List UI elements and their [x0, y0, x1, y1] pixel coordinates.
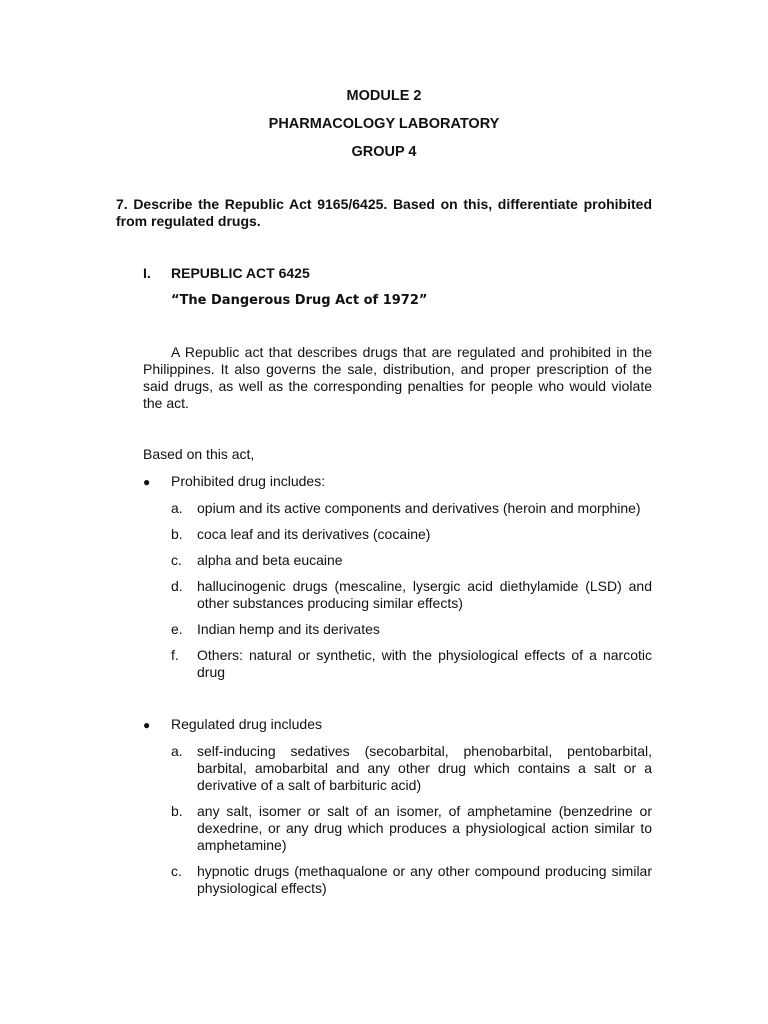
regulated-item: [171, 803, 652, 854]
item-letter: e.: [171, 621, 183, 637]
prohibited-item: [171, 647, 652, 681]
group-heading: GROUP 4: [351, 144, 417, 160]
item-letter: b.: [171, 526, 183, 542]
regulated-item: [171, 863, 652, 897]
regulated-item: [171, 743, 652, 794]
item-letter: d.: [171, 578, 183, 594]
item-text: Others: natural or synthetic, with the physiological effects of a narcotic drug: [197, 647, 652, 680]
section-number: I.: [143, 265, 151, 281]
item-text: opium and its active components and derivatives (heroin and morphine): [197, 500, 641, 516]
question-text: 7. Describe the Republic Act 9165/6425. Based on this, differentiate prohibited from regulated drugs.: [116, 196, 652, 229]
item-text: Indian hemp and its derivates: [197, 621, 380, 637]
item-letter: c.: [171, 863, 182, 879]
item-text: alpha and beta eucaine: [197, 552, 343, 568]
item-letter: b.: [171, 803, 183, 819]
item-letter: c.: [171, 552, 182, 568]
section-subtitle: “The Dangerous Drug Act of 1972”: [171, 293, 428, 308]
course-heading: PHARMACOLOGY LABORATORY: [268, 116, 500, 132]
item-letter: a.: [171, 500, 183, 516]
item-text: self-inducing sedatives (secobarbital, phenobarbital, pentobarbital, barbital, amobarbital and any other drug which contains a salt or a derivative of a salt of barbituric acid): [197, 743, 652, 793]
item-letter: f.: [171, 647, 179, 663]
bullet-icon: ●: [143, 718, 151, 732]
item-text: hallucinogenic drugs (mescaline, lysergic acid diethylamide (LSD) and other substances producing similar effects): [197, 578, 652, 611]
prohibited-item: [171, 500, 652, 517]
item-text: coca leaf and its derivatives (cocaine): [197, 526, 431, 542]
prohibited-item: [171, 552, 652, 569]
item-text: hypnotic drugs (methaqualone or any other compound producing similar physiological effects): [197, 863, 652, 896]
prohibited-item: [171, 526, 652, 543]
bullet-icon: ●: [143, 475, 151, 489]
based-on-text: Based on this act,: [143, 446, 255, 462]
item-text: any salt, isomer or salt of an isomer, of amphetamine (benzedrine or dexedrine, or any drug which produces a physiological action similar to amphetamine): [197, 803, 652, 853]
module-heading: MODULE 2: [346, 88, 422, 104]
act-description-paragraph: A Republic act that describes drugs that are regulated and prohibited in the Philippines. It also governs the sale, distribution, and proper prescription of the said drugs, as well as the corresponding penalties for people who would violate the act.: [143, 344, 652, 411]
prohibited-label: Prohibited drug includes:: [171, 473, 326, 489]
prohibited-item: [171, 578, 652, 612]
prohibited-item: [171, 621, 652, 638]
regulated-label: Regulated drug includes: [171, 716, 322, 732]
item-letter: a.: [171, 743, 183, 759]
section-title: REPUBLIC ACT 6425: [171, 265, 310, 281]
